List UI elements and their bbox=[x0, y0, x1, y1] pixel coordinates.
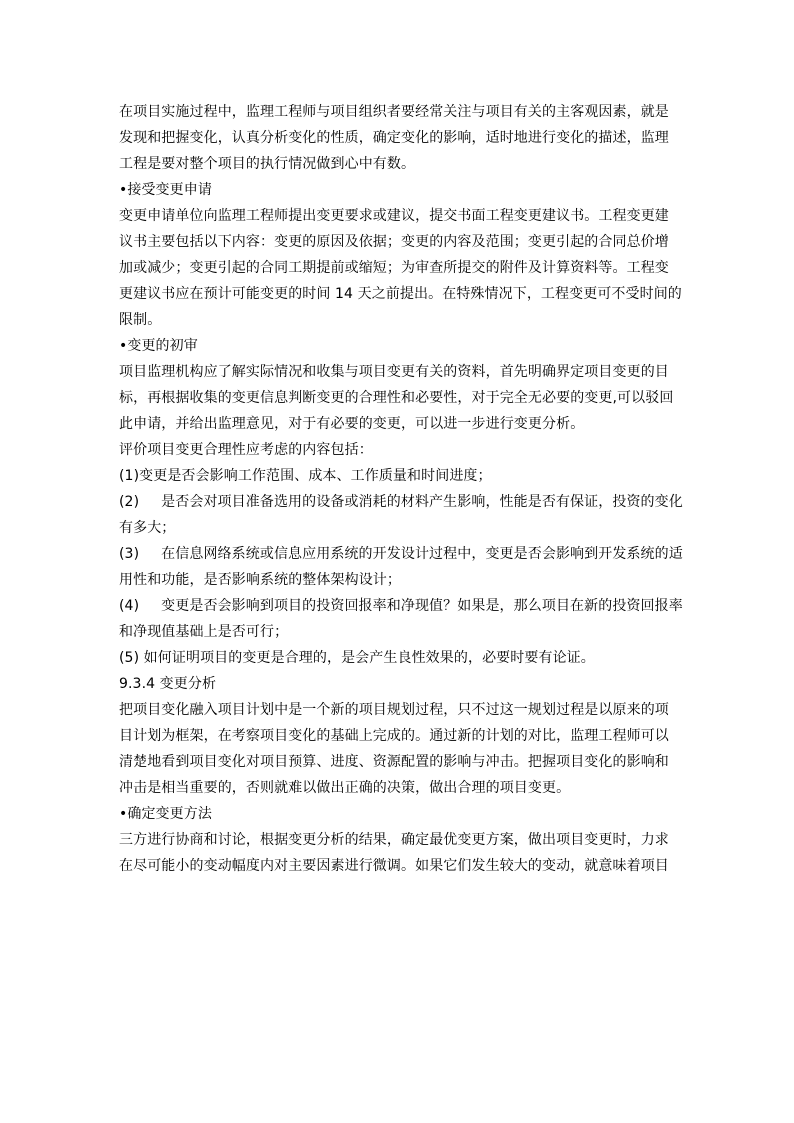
paragraph bbox=[119, 359, 679, 437]
text-line: 限制。 bbox=[119, 312, 162, 328]
text-line: •变更的初审 bbox=[119, 338, 198, 354]
document-body bbox=[119, 99, 683, 879]
text-line: 冲击是相当重要的，否则就难以做出正确的决策，做出合理的项目变更。 bbox=[119, 780, 571, 796]
paragraph bbox=[119, 463, 679, 489]
text-line: (4) 变更是否会影响到项目的投资回报率和净现值？如果是，那么项目在新的投资回报率 bbox=[119, 598, 683, 614]
paragraph bbox=[119, 801, 679, 827]
text-line: 变更申请单位向监理工程师提出变更要求或建议，提交书面工程变更建议书。工程变更建 bbox=[119, 208, 669, 224]
text-line: 更建议书应在预计可能变更的时间 14 天之前提出。在特殊情况下，工程变更可不受时间的 bbox=[119, 286, 682, 302]
paragraph bbox=[119, 489, 683, 541]
text-line: (2) 是否会对项目准备选用的设备或消耗的材料产生影响，性能是否有保证，投资的变化 bbox=[119, 494, 683, 510]
text-line: •确定变更方法 bbox=[119, 806, 212, 822]
paragraph bbox=[119, 827, 679, 879]
text-line: 清楚地看到项目变化对项目预算、进度、资源配置的影响与冲击。把握项目变化的影响和 bbox=[119, 754, 669, 770]
text-line: 目计划为框架，在考察项目变化的基础上完成的。通过新的计划的对比，监理工程师可以 bbox=[119, 728, 669, 744]
paragraph bbox=[119, 671, 679, 697]
text-line: 评价项目变更合理性应考虑的内容包括： bbox=[119, 442, 373, 458]
text-line: 用性和功能，是否影响系统的整体架构设计； bbox=[119, 572, 401, 588]
paragraph bbox=[119, 177, 679, 203]
text-line: 在项目实施过程中，监理工程师与项目组织者要经常关注与项目有关的主客观因素，就是 bbox=[119, 104, 669, 120]
text-line: 和净现值基础上是否可行； bbox=[119, 624, 289, 640]
paragraph bbox=[119, 697, 679, 801]
text-line: 标，再根据收集的变更信息判断变更的合理性和必要性，对于完全无必要的变更,可以驳回 bbox=[119, 390, 674, 406]
paragraph bbox=[119, 333, 679, 359]
text-line: 此申请，并给出监理意见，对于有必要的变更，可以进一步进行变更分析。 bbox=[119, 416, 585, 432]
text-line: 项目监理机构应了解实际情况和收集与项目变更有关的资料，首先明确界定项目变更的目 bbox=[119, 364, 669, 380]
text-line: 议书主要包括以下内容：变更的原因及依据；变更的内容及范围；变更引起的合同总价增 bbox=[119, 234, 669, 250]
text-line: 把项目变化融入项目计划中是一个新的项目规划过程，只不过这一规划过程是以原来的项 bbox=[119, 702, 669, 718]
text-line: 加或减少；变更引起的合同工期提前或缩短；为审查所提交的附件及计算资料等。工程变 bbox=[119, 260, 669, 276]
text-line: •接受变更申请 bbox=[119, 182, 212, 198]
text-line: (3) 在信息网络系统或信息应用系统的开发设计过程中，变更是否会影响到开发系统的适 bbox=[119, 546, 683, 562]
paragraph bbox=[119, 645, 679, 671]
text-line: 9.3.4 变更分析 bbox=[119, 676, 217, 692]
text-line: 工程是要对整个项目的执行情况做到心中有数。 bbox=[119, 156, 416, 172]
text-line: 在尽可能小的变动幅度内对主要因素进行微调。如果它们发生较大的变动，就意味着项目 bbox=[119, 858, 669, 874]
paragraph bbox=[119, 437, 679, 463]
text-line: 三方进行协商和讨论，根据变更分析的结果，确定最优变更方案，做出项目变更时，力求 bbox=[119, 832, 669, 848]
text-line: 发现和把握变化，认真分析变化的性质，确定变化的影响，适时地进行变化的描述，监理 bbox=[119, 130, 669, 146]
paragraph bbox=[119, 99, 679, 177]
paragraph bbox=[119, 541, 683, 593]
paragraph bbox=[119, 593, 683, 645]
paragraph bbox=[119, 203, 682, 333]
text-line: (5) 如何证明项目的变更是合理的，是会产生良性效果的，必要时要有论证。 bbox=[119, 650, 595, 666]
text-line: 有多大； bbox=[119, 520, 176, 536]
text-line: (1)变更是否会影响工作范围、成本、工作质量和时间进度； bbox=[119, 468, 492, 484]
